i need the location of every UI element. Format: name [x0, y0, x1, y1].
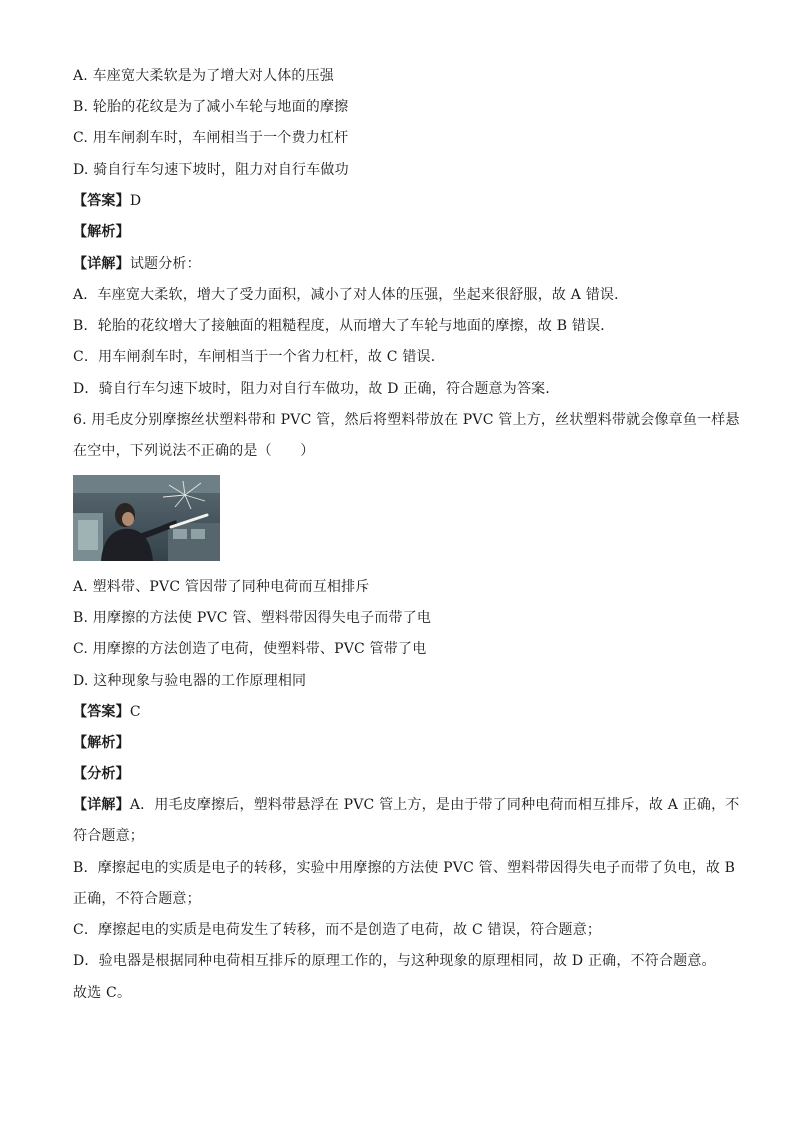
q6-stem-line2: 在空中，下列说法不正确的是（ ） [73, 443, 315, 459]
q5-answer [73, 191, 723, 211]
q5-explanation-d: D．骑自行车匀速下坡时，阻力对自行车做功，故 D 正确，符合题意为答案． [73, 381, 560, 397]
q6-conclusion: 故选 C。 [73, 985, 132, 1001]
q5-answer-tag: 【答案】 [73, 193, 130, 209]
q6-detail-line-2: 符合题意； [73, 828, 144, 844]
experiment-photo-drawing [73, 475, 220, 561]
q6-detail-line-1 [73, 795, 740, 815]
q6-answer [73, 702, 723, 722]
q6-detail-tag: 【详解】 [73, 797, 130, 813]
q6-option-d: D. 这种现象与验电器的工作原理相同 [73, 673, 307, 689]
q5-option-c: C. 用车闸刹车时，车闸相当于一个费力杠杆 [73, 130, 349, 146]
q5-explanation-c: C．用车闸刹车时，车闸相当于一个省力杠杆，故 C 错误． [73, 349, 445, 365]
q6-detail-text-1: A．用毛皮摩擦后，塑料带悬浮在 PVC 管上方，是由于带了同种电荷而相互排斥，故 A 正确，不 [129, 797, 740, 813]
q5-option-d: D. 骑自行车匀速下坡时，阻力对自行车做功 [73, 162, 349, 178]
q5-detail-intro: 试题分析： [129, 256, 201, 272]
q6-detail-line-4: 正确，不符合题意； [73, 891, 201, 907]
q6-option-c: C. 用摩擦的方法创造了电荷，使塑料带、PVC 管带了电 [73, 641, 427, 657]
q5-detail-heading [73, 254, 723, 274]
q5-answer-value: D [129, 193, 142, 209]
q6-option-a: A. 塑料带、PVC 管因带了同种电荷而互相排斥 [73, 579, 370, 595]
q5-analysis-tag: 【解析】 [73, 224, 130, 240]
q6-detail-line-6: D．验电器是根据同种电荷相互排斥的原理工作的，与这种现象的原理相同，故 D 正确，不符合题意。 [73, 953, 716, 969]
q6-analysis-tag: 【解析】 [73, 735, 130, 751]
q5-explanation-b: B．轮胎的花纹增大了接触面的粗糙程度，从而增大了车轮与地面的摩擦，故 B 错误． [73, 318, 615, 334]
q5-option-a: A. 车座宽大柔软是为了增大对人体的压强 [73, 68, 335, 84]
q6-detail-line-5: C．摩擦起电的实质是电荷发生了转移，而不是创造了电荷，故 C 错误，符合题意； [73, 922, 602, 938]
q5-option-b: B. 轮胎的花纹是为了减小车轮与地面的摩擦 [73, 99, 349, 115]
experiment-photo [73, 475, 220, 561]
q5-explanation-a: A．车座宽大柔软，增大了受力面积，减小了对人体的压强，坐起来很舒服，故 A 错误． [73, 287, 629, 303]
q6-answer-tag: 【答案】 [73, 704, 130, 720]
q5-detail-tag: 【详解】 [73, 256, 130, 272]
q6-fenxi-tag: 【分析】 [73, 766, 130, 782]
q6-detail-line-3: B．摩擦起电的实质是电子的转移，实验中用摩擦的方法使 PVC 管、塑料带因得失电子而带了负电，故 B [73, 860, 736, 876]
q6-option-b: B. 用摩擦的方法使 PVC 管、塑料带因得失电子而带了电 [73, 610, 432, 626]
q6-stem-line1: 6. 用毛皮分别摩擦丝状塑料带和 PVC 管，然后将塑料带放在 PVC 管上方，丝状塑料带就会像章鱼一样悬 [73, 412, 740, 428]
q6-answer-value: C [129, 704, 141, 720]
